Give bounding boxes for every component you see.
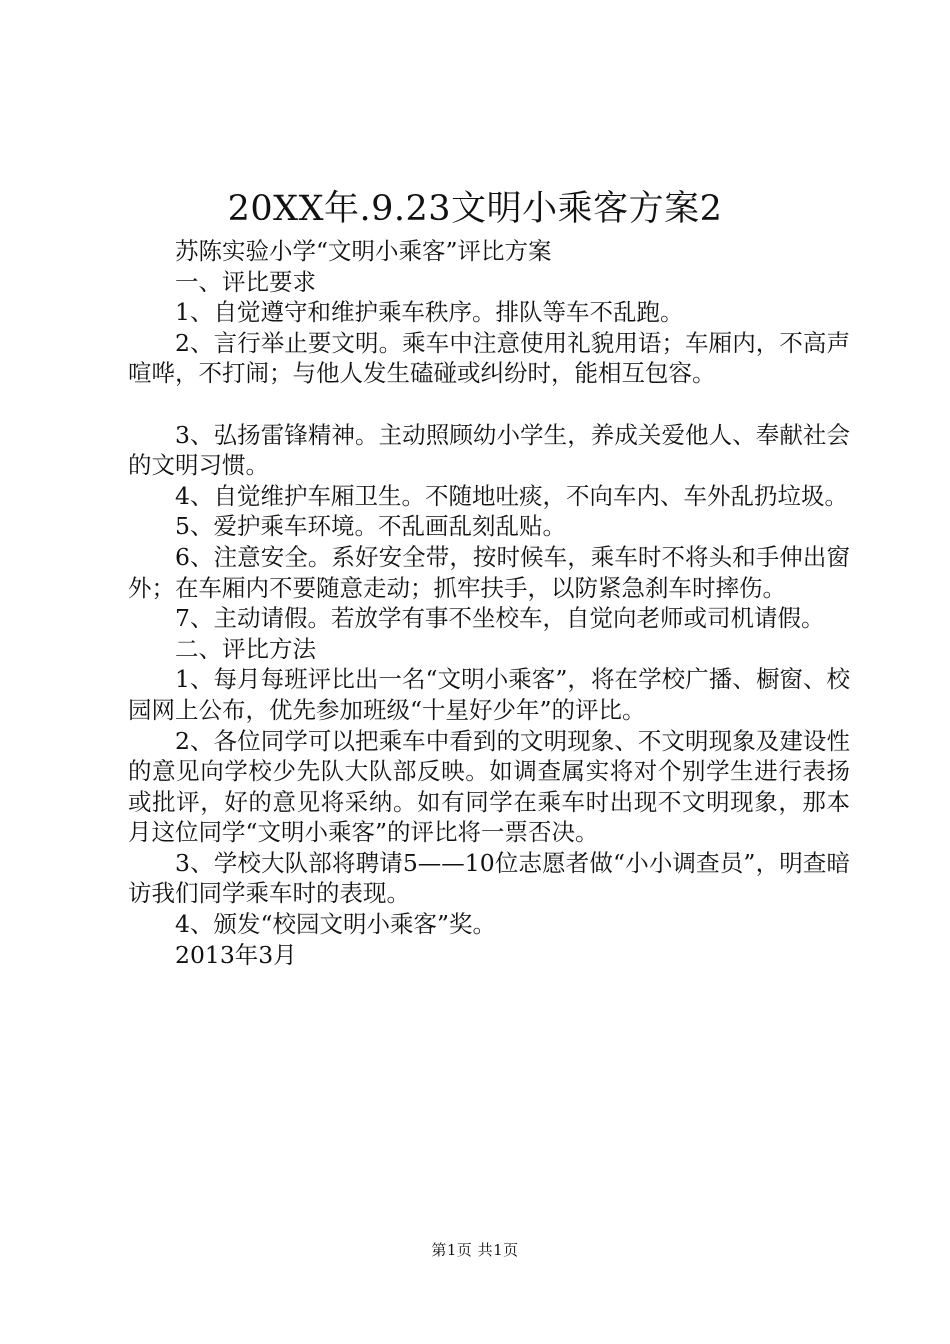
section-heading-methods: 二、评比方法 [175, 634, 316, 663]
paragraph-method-4: 4、颁发“校园文明小乘客”奖。 [175, 910, 496, 939]
paragraph-method-1: 1、每月每班评比出一名“文明小乘客”，将在学校广播、橱窗、校园网上公布，优先参加班级“十星好少年”的评比。 [128, 665, 850, 724]
paragraph-requirement-6: 6、注意安全。系好安全带，按时候车，乘车时不将头和手伸出窗外；在车厢内不要随意走动；抓牢扶手，以防紧急刹车时摔伤。 [128, 542, 850, 602]
document-title: 20XX年.9.23文明小乘客方案2 [227, 189, 723, 229]
document-body [128, 236, 850, 970]
paragraph-method-3: 3、学校大队部将聘请5——10位志愿者做“小小调查员”，明查暗访我们同学乘车时的表现。 [128, 848, 850, 908]
paragraph-method-2: 2、各位同学可以把乘车中看到的文明现象、不文明现象及建设性的意见向学校少先队大队部反映。如调查属实将对个别学生进行表扬或批评，好的意见将采纳。如有同学在乘车时出现不文明现象，那本月这位同学“文明小乘客”的评比将一票否决。 [128, 726, 850, 847]
paragraph-requirement-5: 5、爱护乘车环境。不乱画乱刻乱贴。 [175, 512, 566, 541]
paragraph-requirement-4: 4、自觉维护车厢卫生。不随地吐痰，不向车内、车外乱扔垃圾。 [175, 481, 848, 510]
page-number-footer: 第1页 共1页 [431, 1241, 519, 1259]
paragraph-date: 2013年3月 [175, 940, 297, 969]
paragraph-requirement-2: 2、言行举止要文明。乘车中注意使用礼貌用语；车厢内，不高声喧哗，不打闹；与他人发生磕碰或纠纷时，能相互包容。 [128, 328, 850, 388]
paragraph-requirement-7: 7、主动请假。若放学有事不坐校车，自觉向老师或司机请假。 [175, 604, 825, 633]
paragraph-subtitle: 苏陈实验小学“文明小乘客”评比方案 [175, 237, 552, 265]
paragraph-requirement-1: 1、自觉遵守和维护乘车秩序。排队等车不乱跑。 [175, 298, 684, 327]
section-heading-requirements: 一、评比要求 [175, 267, 316, 296]
paragraph-requirement-3: 3、弘扬雷锋精神。主动照顾幼小学生，养成关爱他人、奉献社会的文明习惯。 [128, 420, 850, 480]
